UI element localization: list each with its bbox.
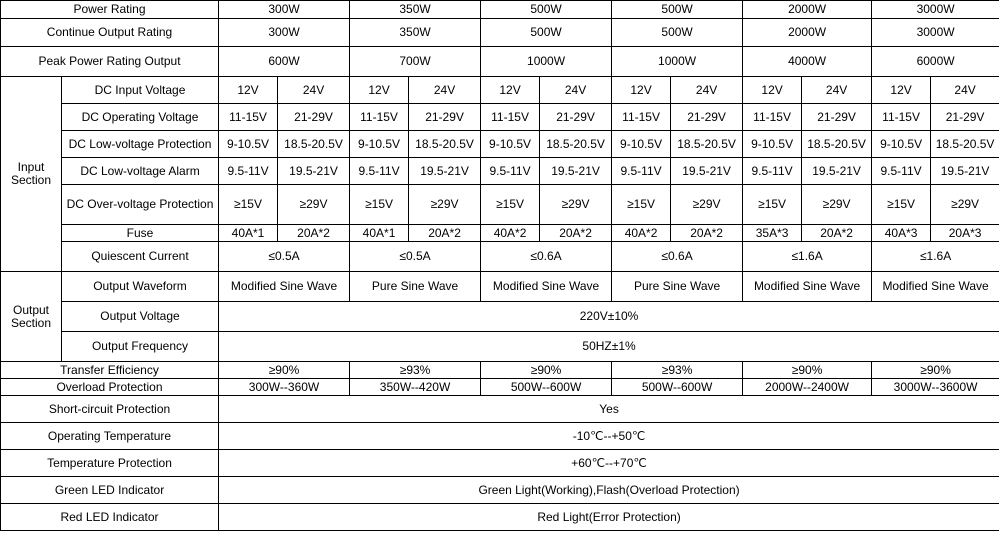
cell: +60℃--+70℃ (219, 450, 999, 477)
cell: 50HZ±1% (219, 332, 999, 362)
cell: 12V (350, 77, 409, 104)
cell: 18.5-20.5V (278, 131, 350, 158)
cell: 20A*2 (671, 225, 743, 242)
cell: 20A*2 (540, 225, 612, 242)
cell: 11-15V (612, 104, 671, 131)
cell: 19.5-21V (931, 158, 999, 185)
cell: ≥15V (219, 185, 278, 225)
cell: 9-10.5V (872, 131, 931, 158)
cell: 11-15V (743, 104, 802, 131)
row-dc-low-voltage-protection (1, 131, 999, 158)
cell: 21-29V (802, 104, 872, 131)
row-label: Temperature Protection (1, 450, 219, 477)
cell: 35A*3 (743, 225, 802, 242)
cell: 3000W (872, 1, 999, 19)
cell: 12V (743, 77, 802, 104)
cell: 3000W (872, 19, 999, 47)
row-overload-protection (1, 379, 999, 396)
cell: 21-29V (540, 104, 612, 131)
cell: ≤1.6A (743, 242, 872, 272)
cell: 12V (219, 77, 278, 104)
cell: 700W (350, 47, 481, 77)
cell: 9-10.5V (743, 131, 802, 158)
cell: 500W--600W (612, 379, 743, 396)
cell: 19.5-21V (802, 158, 872, 185)
input-section-label-text: Input Section (10, 160, 52, 187)
cell: 18.5-20.5V (540, 131, 612, 158)
cell: ≥15V (481, 185, 540, 225)
cell: 12V (481, 77, 540, 104)
row-label: Overload Protection (1, 379, 219, 396)
cell: 350W--420W (350, 379, 481, 396)
row-label: DC Low-voltage Alarm (62, 158, 219, 185)
cell: 21-29V (671, 104, 743, 131)
cell: 2000W (743, 1, 872, 19)
row-output-waveform (1, 272, 999, 302)
cell: ≥90% (481, 362, 612, 379)
cell: 19.5-21V (671, 158, 743, 185)
cell: 24V (931, 77, 999, 104)
cell: 19.5-21V (278, 158, 350, 185)
cell: ≥93% (350, 362, 481, 379)
cell: ≥29V (540, 185, 612, 225)
cell: 19.5-21V (409, 158, 481, 185)
cell: 300W--360W (219, 379, 350, 396)
cell: 18.5-20.5V (802, 131, 872, 158)
cell: 300W (219, 19, 350, 47)
row-label: DC Operating Voltage (62, 104, 219, 131)
row-temperature-protection (1, 450, 999, 477)
cell: 220V±10% (219, 302, 999, 332)
cell: 2000W--2400W (743, 379, 872, 396)
spec-table-body (1, 1, 999, 531)
cell: 4000W (743, 47, 872, 77)
cell: Modified Sine Wave (872, 272, 999, 302)
row-continue-output (1, 19, 999, 47)
cell: 21-29V (278, 104, 350, 131)
cell: 24V (278, 77, 350, 104)
row-label: Transfer Efficiency (1, 362, 219, 379)
row-label: Peak Power Rating Output (1, 47, 219, 77)
row-dc-over-voltage-protection (1, 185, 999, 225)
cell: 600W (219, 47, 350, 77)
row-quiescent-current (1, 242, 999, 272)
cell: ≤0.5A (219, 242, 350, 272)
cell: ≥15V (743, 185, 802, 225)
cell: ≥90% (743, 362, 872, 379)
cell: 9.5-11V (481, 158, 540, 185)
cell: 40A*3 (872, 225, 931, 242)
cell: 40A*2 (481, 225, 540, 242)
cell: 9-10.5V (481, 131, 540, 158)
cell: 11-15V (350, 104, 409, 131)
cell: 20A*2 (409, 225, 481, 242)
cell: 500W (481, 19, 612, 47)
row-label: Green LED Indicator (1, 477, 219, 504)
cell: Modified Sine Wave (481, 272, 612, 302)
output-section-label (1, 272, 62, 362)
cell: 24V (671, 77, 743, 104)
cell: Red Light(Error Protection) (219, 504, 999, 531)
cell: -10℃--+50℃ (219, 423, 999, 450)
cell: ≥90% (872, 362, 999, 379)
cell: ≥15V (612, 185, 671, 225)
cell: 1000W (481, 47, 612, 77)
cell: 9-10.5V (350, 131, 409, 158)
cell: ≥29V (931, 185, 999, 225)
cell: 40A*1 (219, 225, 278, 242)
cell: 9.5-11V (350, 158, 409, 185)
cell: 24V (540, 77, 612, 104)
row-label: Power Rating (1, 1, 219, 19)
cell: 500W (612, 19, 743, 47)
cell: 19.5-21V (540, 158, 612, 185)
cell: 9.5-11V (219, 158, 278, 185)
cell: Pure Sine Wave (350, 272, 481, 302)
cell: 500W (481, 1, 612, 19)
cell: 11-15V (481, 104, 540, 131)
cell: 9.5-11V (743, 158, 802, 185)
cell: 20A*3 (931, 225, 999, 242)
cell: ≤0.6A (481, 242, 612, 272)
cell: 21-29V (931, 104, 999, 131)
cell: 1000W (612, 47, 743, 77)
cell: 18.5-20.5V (671, 131, 743, 158)
cell: 11-15V (872, 104, 931, 131)
cell: 12V (872, 77, 931, 104)
cell: 350W (350, 1, 481, 19)
row-label: Output Waveform (62, 272, 219, 302)
row-dc-input-voltage (1, 77, 999, 104)
cell: Modified Sine Wave (743, 272, 872, 302)
cell: 24V (802, 77, 872, 104)
row-power-rating (1, 1, 999, 19)
cell: 2000W (743, 19, 872, 47)
row-dc-operating-voltage (1, 104, 999, 131)
row-label: Operating Temperature (1, 423, 219, 450)
row-peak-output (1, 47, 999, 77)
cell: 9.5-11V (872, 158, 931, 185)
row-label: DC Low-voltage Protection (62, 131, 219, 158)
cell: 9-10.5V (612, 131, 671, 158)
cell: 500W--600W (481, 379, 612, 396)
cell: ≤1.6A (872, 242, 999, 272)
row-label: Short-circuit Protection (1, 396, 219, 423)
row-dc-low-voltage-alarm (1, 158, 999, 185)
row-label: DC Over-voltage Protection (62, 185, 219, 225)
cell: 40A*2 (612, 225, 671, 242)
row-green-led-indicator (1, 477, 999, 504)
cell: 9-10.5V (219, 131, 278, 158)
row-label: DC Input Voltage (62, 77, 219, 104)
cell: 20A*2 (802, 225, 872, 242)
cell: 18.5-20.5V (409, 131, 481, 158)
cell: 12V (612, 77, 671, 104)
row-label: Fuse (62, 225, 219, 242)
cell: 350W (350, 19, 481, 47)
cell: Yes (219, 396, 999, 423)
cell: ≥15V (872, 185, 931, 225)
cell: 500W (612, 1, 743, 19)
row-output-frequency (1, 332, 999, 362)
input-section-label (1, 77, 62, 272)
row-label: Output Voltage (62, 302, 219, 332)
cell: Pure Sine Wave (612, 272, 743, 302)
row-fuse (1, 225, 999, 242)
cell: 9.5-11V (612, 158, 671, 185)
cell: Modified Sine Wave (219, 272, 350, 302)
cell: 300W (219, 1, 350, 19)
cell: ≤0.6A (612, 242, 743, 272)
cell: 11-15V (219, 104, 278, 131)
cell: 18.5-20.5V (931, 131, 999, 158)
cell: Green Light(Working),Flash(Overload Protection) (219, 477, 999, 504)
row-short-circuit-protection (1, 396, 999, 423)
row-label: Output Frequency (62, 332, 219, 362)
cell: ≥90% (219, 362, 350, 379)
row-red-led-indicator (1, 504, 999, 531)
cell: 40A*1 (350, 225, 409, 242)
cell: ≥15V (350, 185, 409, 225)
cell: 20A*2 (278, 225, 350, 242)
output-section-label-text: Output Section (10, 302, 52, 330)
cell: ≥29V (409, 185, 481, 225)
row-label: Continue Output Rating (1, 19, 219, 47)
row-transfer-efficiency (1, 362, 999, 379)
cell: ≥29V (802, 185, 872, 225)
cell: ≥29V (278, 185, 350, 225)
row-output-voltage (1, 302, 999, 332)
cell: ≥93% (612, 362, 743, 379)
cell: 24V (409, 77, 481, 104)
row-label: Quiescent Current (62, 242, 219, 272)
cell: ≤0.5A (350, 242, 481, 272)
cell: 21-29V (409, 104, 481, 131)
row-label: Red LED Indicator (1, 504, 219, 531)
row-operating-temperature (1, 423, 999, 450)
cell: 3000W--3600W (872, 379, 999, 396)
cell: 6000W (872, 47, 999, 77)
cell: ≥29V (671, 185, 743, 225)
